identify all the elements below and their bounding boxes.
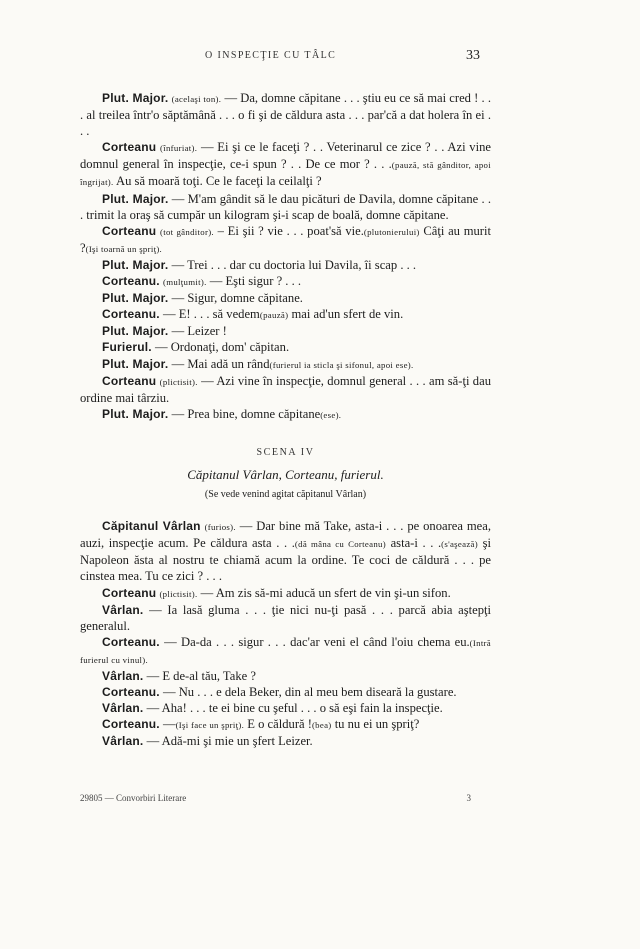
line-text: şi Napoleon ăsta al nostru te chiamă acum la ordine. Te coci de căldură . . . pe cinstea mea. Tu ce zici ? . . . (80, 536, 491, 584)
speaker-name: Furierul. (102, 340, 152, 355)
scene-title: SCENA IV (256, 446, 315, 458)
stage-direction: (plictisit). (159, 588, 198, 599)
line-text: — Sigur, domne căpitane. (171, 291, 303, 306)
line-text: — Mai adă un rând (171, 356, 270, 371)
speaker-name: Plut. Major. (102, 406, 169, 421)
stage-direction: (acelaşi ton). (171, 94, 222, 104)
stage-direction: (Işi face un şpriţ). (175, 720, 245, 731)
stage-direction: (furierul ia sticla şi sifonul, apoi ese). (269, 359, 414, 370)
dialogue-line (80, 716, 491, 733)
dialogue-line (80, 602, 491, 634)
line-text: — (162, 717, 176, 732)
dialogue-line (80, 306, 491, 323)
stage-direction: (ese). (320, 409, 342, 420)
line-text: — Adă-mi şi mie un şfert Leizer. (146, 734, 313, 749)
speaker-name: Plut. Major. (102, 324, 169, 339)
dialogue-line (80, 406, 491, 423)
page-footer (80, 793, 491, 807)
dialogue-line (80, 191, 491, 223)
line-text: — M'am gândit să le dau picături de Davila, domne căpitane . . . trimit la oraş să cumpăr un kilogram şi-i scap de boală, domne căpitane. (80, 191, 491, 222)
stage-direction: (dă mâna cu Corteanu) (294, 539, 386, 550)
scene-stage-direction: (Se vede venind agitat căpitanul Vârlan) (204, 489, 367, 501)
line-text: — Nu . . . e dela Beker, din al meu bem diseară la gustare. (162, 685, 457, 700)
dialogue-line (80, 356, 491, 373)
line-text: — Da-da . . . sigur . . . dac'ar veni el când l'oiu chema eu. (164, 634, 470, 649)
stage-direction: (Işi toarnă un şpriţ). (85, 243, 163, 254)
line-text: — Prea bine, domne căpitane (171, 406, 321, 421)
speaker-name: Corteanu (102, 223, 157, 238)
speaker-name: Vârlan. (102, 734, 144, 749)
speaker-name: Căpitanul Vârlan (102, 519, 201, 534)
dialogue-line (80, 585, 491, 602)
line-text: – Ei şii ? vie . . . poat'să vie. (217, 223, 364, 238)
speaker-name: Plut. Major. (102, 291, 169, 306)
line-text: E o căldură ! (247, 717, 312, 732)
line-text: — Dar bine mă Take, asta-i . . . pe onoarea mea, auzi, inspecţie acum. Pe căldura asta . . . (80, 519, 492, 551)
dialogue-line (80, 668, 491, 684)
speaker-name: Corteanu. (102, 307, 160, 322)
speaker-name: Corteanu (102, 373, 157, 388)
line-text: tu nu ei un şpriţ? (334, 717, 420, 732)
stage-direction: (tot gânditor). (160, 226, 214, 237)
line-text: — E de-al tău, Take ? (146, 669, 256, 683)
speaker-name: Corteanu (102, 585, 157, 600)
dialogue-line (80, 323, 491, 339)
line-text: — Ordonaţi, dom' căpitan. (154, 340, 290, 355)
dialogue-line (80, 257, 491, 273)
page-number: 33 (466, 48, 480, 63)
stage-direction: (mulţumit). (162, 277, 207, 288)
line-text: asta-i . . . (390, 536, 442, 551)
speaker-name: Corteanu. (102, 717, 160, 732)
speaker-name: Vârlan. (102, 669, 144, 683)
speaker-name: Plut. Major. (102, 257, 169, 272)
line-text: — Aha! . . . te ei bine cu şeful . . . o să eşi fain la inspecţie. (146, 701, 443, 716)
line-text: — Ei şi ce le faceţi ? . . Veterinarul ce zice ? . . Azi vine domnul general în inspecţie, ce-i spun ? . . De ce mor ? . . . (80, 140, 491, 172)
line-text: — Da, domne căpitane . . . ştiu eu ce să mai cred ! . . . al treilea într'o săptămână . . . o fi şi de căldura asta . . . par'că a dat holera în ei . . . (80, 91, 491, 139)
stage-direction: (furios). (204, 522, 236, 533)
page-header (0, 48, 640, 68)
dialogue-line (80, 700, 491, 716)
scene-cast: Căpitanul Vârlan, Corteanu, furierul. (187, 466, 384, 482)
stage-direction: (pauză, stă gânditor, apoi îngrijat). (80, 160, 491, 188)
speaker-name: Corteanu. (102, 274, 160, 289)
stage-direction: (Intră furierul cu vinul). (80, 637, 491, 665)
scene-4-dialogue (80, 518, 491, 749)
line-text: — Azi vine în inspecţie, domnul general . . . am să-ţi dau ordine mai târziu. (80, 373, 491, 405)
sheet-number: 3 (466, 793, 471, 803)
line-text: — Ia lasă gluma . . . ţie nici nu-ţi pasă . . . parcă abia aştepţi generalul. (80, 602, 491, 633)
line-text: — E! . . . să vedem (162, 307, 260, 322)
line-text: — Eşti sigur ? . . . (209, 274, 302, 289)
body-text (80, 90, 491, 749)
stage-direction: (plictisit). (159, 376, 198, 387)
line-text: — Trei . . . dar cu doctoria lui Davila, îi scap . . . (171, 257, 417, 272)
line-text: Au să moară toţi. Ce le faceţi la ceilalţi ? (116, 174, 322, 189)
stage-direction: (s'aşează) (441, 539, 478, 550)
dialogue-line (80, 634, 491, 668)
line-text: mai ad'un sfert de vin. (291, 307, 404, 322)
dialogue-line (80, 90, 491, 139)
dialogue-line (80, 373, 491, 406)
stage-direction: (plutonierului) (363, 226, 420, 237)
dialogue-line (80, 273, 491, 290)
dialogue-line (80, 223, 491, 257)
line-text: — Am zis să-mi aducă un sfert de vin şi-un sifon. (200, 585, 451, 600)
dialogue-line (80, 518, 491, 584)
speaker-name: Plut. Major. (102, 91, 169, 105)
dialogue-line (80, 684, 491, 700)
dialogue-line (80, 339, 491, 355)
speaker-name: Plut. Major. (102, 356, 169, 371)
line-text: — Leizer ! (171, 324, 227, 339)
speaker-name: Plut. Major. (102, 191, 169, 206)
running-title: O INSPECŢIE CU TÂLC (205, 50, 337, 61)
speaker-name: Corteanu (102, 140, 157, 155)
speaker-name: Corteanu. (102, 685, 160, 700)
speaker-name: Corteanu. (102, 634, 160, 649)
speaker-name: Vârlan. (102, 602, 144, 617)
scene-3-dialogue (80, 90, 491, 423)
dialogue-line (80, 139, 491, 190)
dialogue-line (80, 290, 491, 306)
dialogue-line (80, 733, 491, 749)
printer-signature: 29805 — Convorbiri Literare (80, 793, 187, 803)
speaker-name: Vârlan. (102, 701, 144, 716)
stage-direction: (pauză) (259, 310, 289, 321)
line-text: Câţi au murit ? (80, 223, 491, 255)
stage-direction: (înfuriat). (160, 143, 198, 154)
stage-direction: (bea) (311, 720, 332, 731)
